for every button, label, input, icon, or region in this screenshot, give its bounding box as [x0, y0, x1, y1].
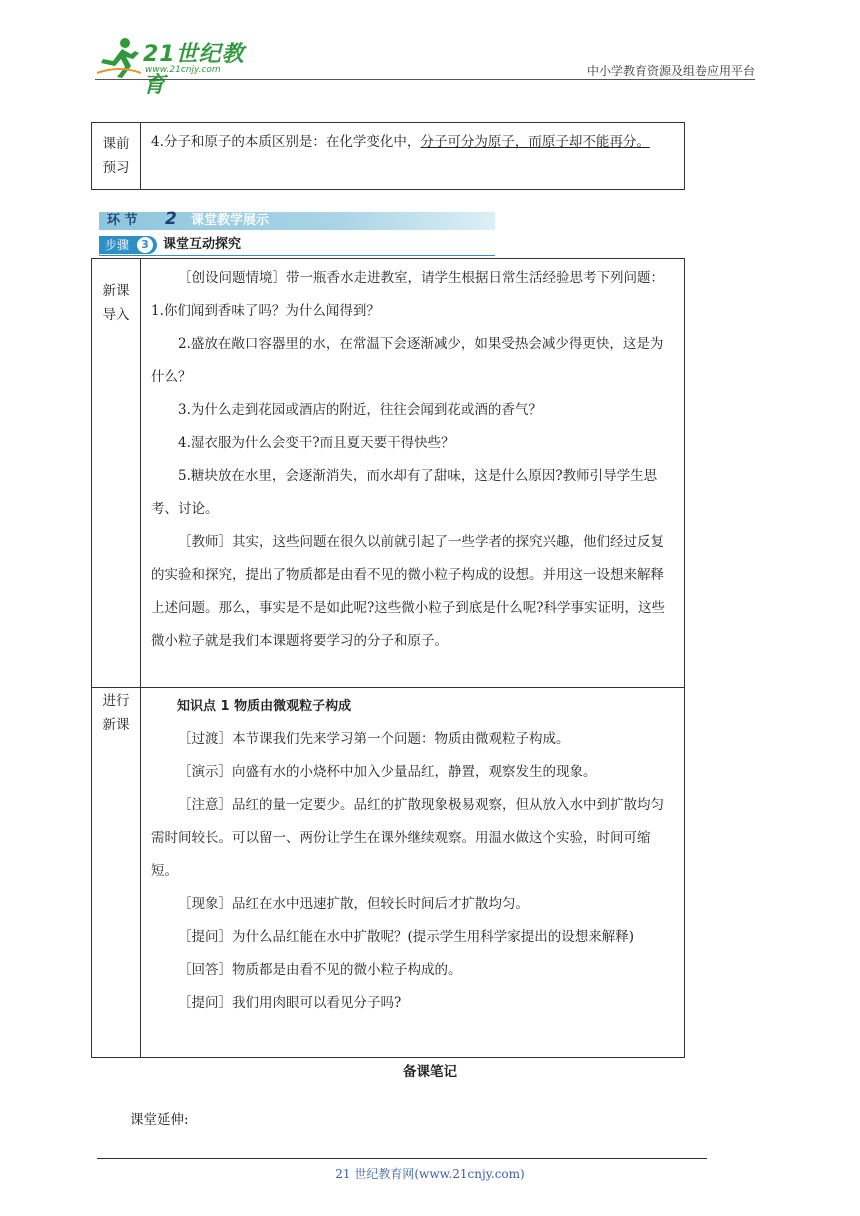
intro-label — [92, 259, 141, 688]
platform-name: 中小学教育资源及组卷应用平台 — [586, 64, 755, 78]
intro-label-line2: 导入 — [102, 307, 130, 323]
banner-number: 2 — [165, 209, 177, 229]
lesson-paragraph: ［提问］我们用肉眼可以看见分子吗? — [178, 995, 402, 1011]
intro-label-line1: 新课 — [102, 283, 130, 299]
banner-bar — [99, 212, 495, 230]
preview-content — [141, 123, 685, 190]
lesson-paragraph: ［过渡］本节课我们先来学习第一个问题：物质由微观粒子构成。 — [178, 731, 570, 747]
logo-text: 21世纪教育 — [143, 42, 245, 98]
intro-paragraph: 4.湿衣服为什么会变干?而且夏天要干得快些？ — [178, 435, 455, 451]
step-label: 步骤 — [105, 238, 130, 252]
preview-table — [91, 122, 685, 190]
logo-url: www.21cnjy.com — [145, 65, 221, 75]
logo — [95, 35, 265, 98]
lesson-paragraph: ［注意］品红的量一定要少。品红的扩散现象极易观察，但从放入水中到扩散均匀需时间较长。可以留一、两份让学生在课外继续观察。用温水做这个实验，时间可缩短。 — [151, 797, 664, 879]
footer-link[interactable]: 21 世纪教育网(www.21cnjy.com) — [335, 1167, 525, 1181]
lesson-paragraph: ［回答］物质都是由看不见的微小粒子构成的。 — [178, 962, 462, 978]
intro-paragraph: 3.为什么走到花园或酒店的附近，往往会闻到花或酒的香气？ — [178, 402, 542, 418]
preview-label-line1: 课前 — [102, 136, 130, 152]
lesson-paragraph: ［现象］品红在水中迅速扩散，但较长时间后才扩散均匀。 — [178, 896, 529, 912]
lesson-row — [92, 688, 685, 1058]
extend-label: 课堂延伸: — [130, 1112, 189, 1128]
lesson-table — [91, 258, 685, 1058]
intro-paragraph: ［教师］其实，这些问题在很久以前就引起了一些学者的探究兴趣，他们经过反复的实验和探究，提出了物质都是由看不见的微小粒子构成的设想。并用这一设想来解释上述问题。那么，事实是不是如此呢?这些微小粒子到底是什么呢?科学事实证明，这些微小粒子就是我们本课题将要学习的分子和原子。 — [151, 534, 665, 649]
preview-label — [92, 123, 141, 190]
step-divider — [99, 255, 495, 256]
lesson-content — [141, 688, 685, 1058]
lesson-label — [92, 688, 141, 1058]
header-divider — [95, 79, 755, 80]
knowledge-point-title: 知识点 1 物质由微观粒子构成 — [177, 699, 352, 714]
intro-paragraph: 2.盛放在敞口容器里的水，在常温下会逐渐减少，如果受热会减少得更快，这是为什么？ — [151, 336, 664, 385]
section-banner — [99, 209, 495, 258]
lesson-paragraph: ［提问］为什么品红能在水中扩散呢？(提示学生用科学家提出的设想来解释) — [178, 929, 635, 945]
lesson-label-line2: 新课 — [102, 717, 130, 733]
preview-text: 4.分子和原子的本质区别是：在化学变化中， — [151, 134, 421, 150]
intro-paragraph: 5.糖块放在水里，会逐渐消失，而水却有了甜味，这是什么原因?教师引导学生思考、讨论。 — [151, 468, 658, 517]
lesson-paragraph: ［演示］向盛有水的小烧杯中加入少量品红，静置，观察发生的现象。 — [178, 764, 597, 780]
preview-label-line2: 预习 — [102, 160, 130, 176]
runner-logo-icon — [95, 35, 143, 79]
lesson-label-line1: 进行 — [102, 693, 130, 709]
footer-divider — [97, 1158, 707, 1159]
notes-title: 备课笔记 — [403, 1064, 457, 1080]
step-number: 3 — [137, 237, 153, 253]
intro-row — [92, 259, 685, 688]
preview-answer: 分子可分为原子，而原子却不能再分。 — [420, 134, 650, 150]
intro-content — [141, 259, 685, 688]
step-title: 课堂互动探究 — [163, 237, 242, 252]
banner-title: 课堂教学展示 — [191, 213, 270, 228]
intro-paragraph: ［创设问题情境］带一瓶香水走进教室，请学生根据日常生活经验思考下列问题：1.你们闻到香味了吗？为什么闻得到？ — [151, 270, 664, 319]
banner-huanjie: 环 节 — [107, 213, 138, 228]
